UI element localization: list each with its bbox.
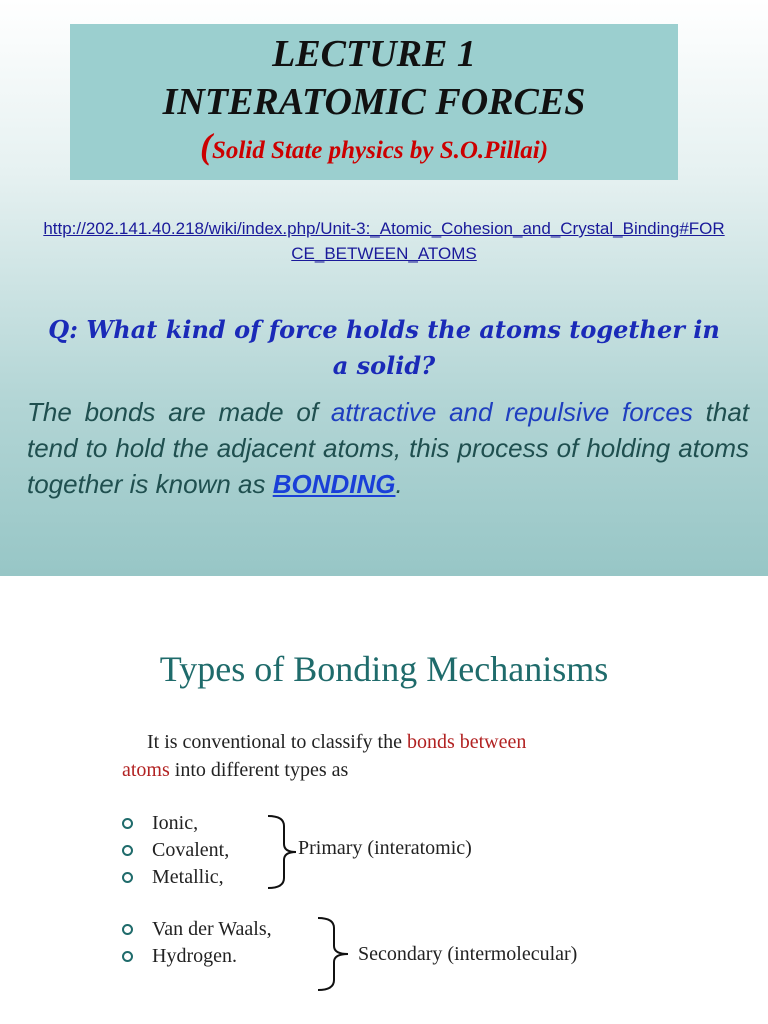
source-text: Solid State physics by S.O.Pillai) bbox=[211, 137, 549, 164]
intro-paragraph bbox=[122, 728, 662, 784]
question-text: Q: What kind of force holds the atoms together in a solid? bbox=[48, 315, 720, 380]
lecture-number: LECTURE 1 bbox=[272, 33, 476, 75]
list-item: Metallic, bbox=[122, 864, 229, 891]
right-brace-icon bbox=[266, 814, 300, 890]
bullet-circle-icon bbox=[122, 818, 133, 829]
intro-highlight-1: bonds between bbox=[406, 731, 527, 753]
primary-bond-list bbox=[122, 810, 229, 891]
secondary-label: Secondary (intermolecular) bbox=[358, 943, 578, 965]
open-paren: ( bbox=[199, 126, 212, 166]
primary-label: Primary (interatomic) bbox=[298, 837, 472, 859]
lecture-title: INTERATOMIC FORCES bbox=[162, 81, 586, 123]
bullet-circle-icon bbox=[122, 924, 133, 935]
list-item: Covalent, bbox=[122, 837, 229, 864]
answer-period: . bbox=[395, 469, 403, 499]
bullet-circle-icon bbox=[122, 845, 133, 856]
list-item: Hydrogen. bbox=[122, 943, 272, 970]
right-brace-icon bbox=[316, 916, 352, 992]
answer-text-1: The bonds are made of bbox=[27, 397, 331, 427]
answer-highlight: attractive and repulsive forces bbox=[330, 397, 693, 427]
slide-bonding-types bbox=[0, 576, 768, 1024]
intro-text-2: into different types as bbox=[169, 759, 349, 781]
bullet-circle-icon bbox=[122, 872, 133, 883]
intro-text-1: It is conventional to classify the bbox=[147, 731, 407, 753]
secondary-bond-list bbox=[122, 916, 272, 970]
bonding-keyword[interactable]: BONDING bbox=[272, 469, 396, 499]
slide-heading: Types of Bonding Mechanisms bbox=[159, 649, 609, 689]
answer-paragraph bbox=[27, 394, 749, 502]
list-item: Ionic, bbox=[122, 810, 229, 837]
title-box bbox=[70, 24, 678, 180]
source-reference bbox=[70, 126, 678, 171]
bullet-circle-icon bbox=[122, 951, 133, 962]
list-item: Van der Waals, bbox=[122, 916, 272, 943]
intro-highlight-2: atoms bbox=[122, 759, 170, 781]
answer-text-2: that tend to hold the adjacent atoms, this process of holding atoms together is known as bbox=[27, 397, 750, 499]
reference-link[interactable]: http://202.141.40.218/wiki/index.php/Unit-3:_Atomic_Cohesion_and_Crystal_Binding#FORCE_BETWEEN_ATOMS bbox=[43, 219, 725, 263]
